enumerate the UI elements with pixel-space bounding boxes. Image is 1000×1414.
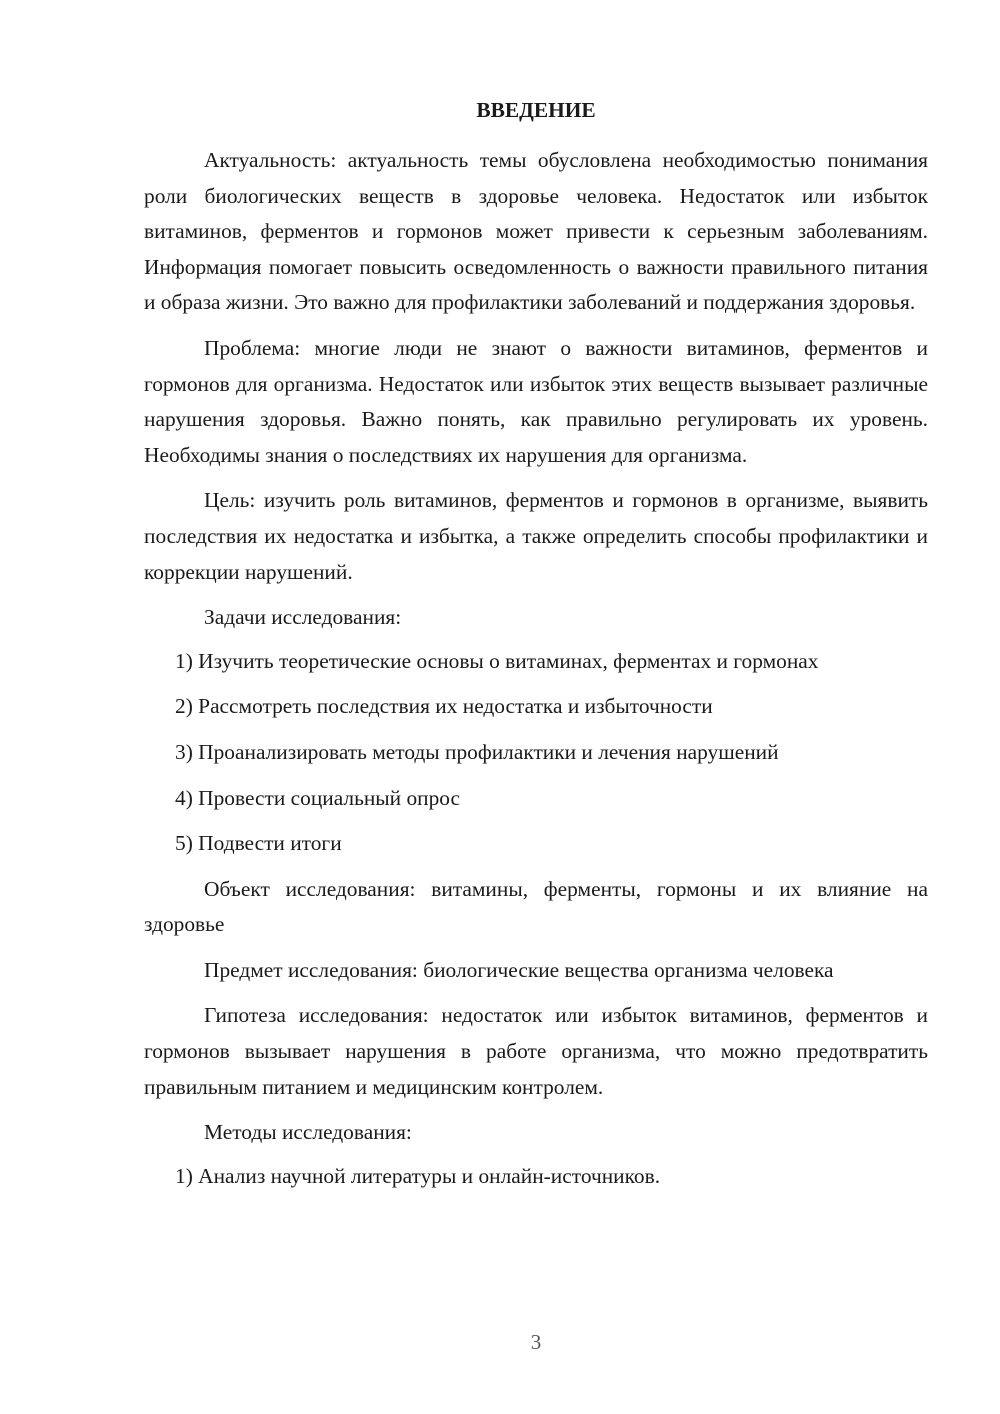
list-item: 2) Рассмотреть последствия их недостатка и избыточности xyxy=(175,694,713,719)
list-item: 1) Анализ научной литературы и онлайн-источников. xyxy=(175,1163,661,1188)
tasks-list xyxy=(144,644,928,862)
document-body xyxy=(144,94,928,1204)
list-item: 5) Подвести итоги xyxy=(175,831,342,856)
list-item: 1) Изучить теоретические основы о витаминах, ферментах и гормонах xyxy=(175,648,819,673)
tasks-heading: Задачи исследования: xyxy=(204,605,402,630)
goal-paragraph: Цель: изучить роль витаминов, ферментов и гормонов в организме, выявить последствия их недостатка и избытка, а также определить способы профилактики и коррекции нарушений. xyxy=(144,488,928,584)
list-item: 3) Проанализировать методы профилактики и лечения нарушений xyxy=(175,739,779,764)
page-title: ВВЕДЕНИЕ xyxy=(476,98,596,122)
list-item: 4) Провести социальный опрос xyxy=(175,785,461,810)
hypothesis-paragraph: Гипотеза исследования: недостаток или избыток витаминов, ферментов и гормонов вызывает нарушения в работе организма, что можно предотвратить правильным питанием и медицинским контролем. xyxy=(144,1003,928,1099)
relevance-paragraph: Актуальность: актуальность темы обусловлена необходимостью понимания роли биологических веществ в здоровье человека. Недостаток или избыток витаминов, ферментов и гормонов может привести к серьезным заболеваниям. Информация помогает повысить осведомленность о важности правильного питания и образа жизни. Это важно для профилактики заболеваний и поддержания здоровья. xyxy=(144,148,928,315)
page-number: 3 xyxy=(530,1330,542,1354)
object-paragraph: Объект исследования: витамины, ферменты, гормоны и их влияние на здоровье xyxy=(144,876,928,937)
subject-paragraph: Предмет исследования: биологические вещества организма человека xyxy=(204,957,834,982)
problem-paragraph: Проблема: многие люди не знают о важности витаминов, ферментов и гормонов для организма. Недостаток или избыток этих веществ вызывает различные нарушения здоровья. Важно понять, как правильно регулировать их уровень. Необходимы знания о последствиях их нарушения для организма. xyxy=(144,335,928,467)
methods-list xyxy=(144,1159,928,1195)
methods-heading: Методы исследования: xyxy=(204,1120,412,1145)
